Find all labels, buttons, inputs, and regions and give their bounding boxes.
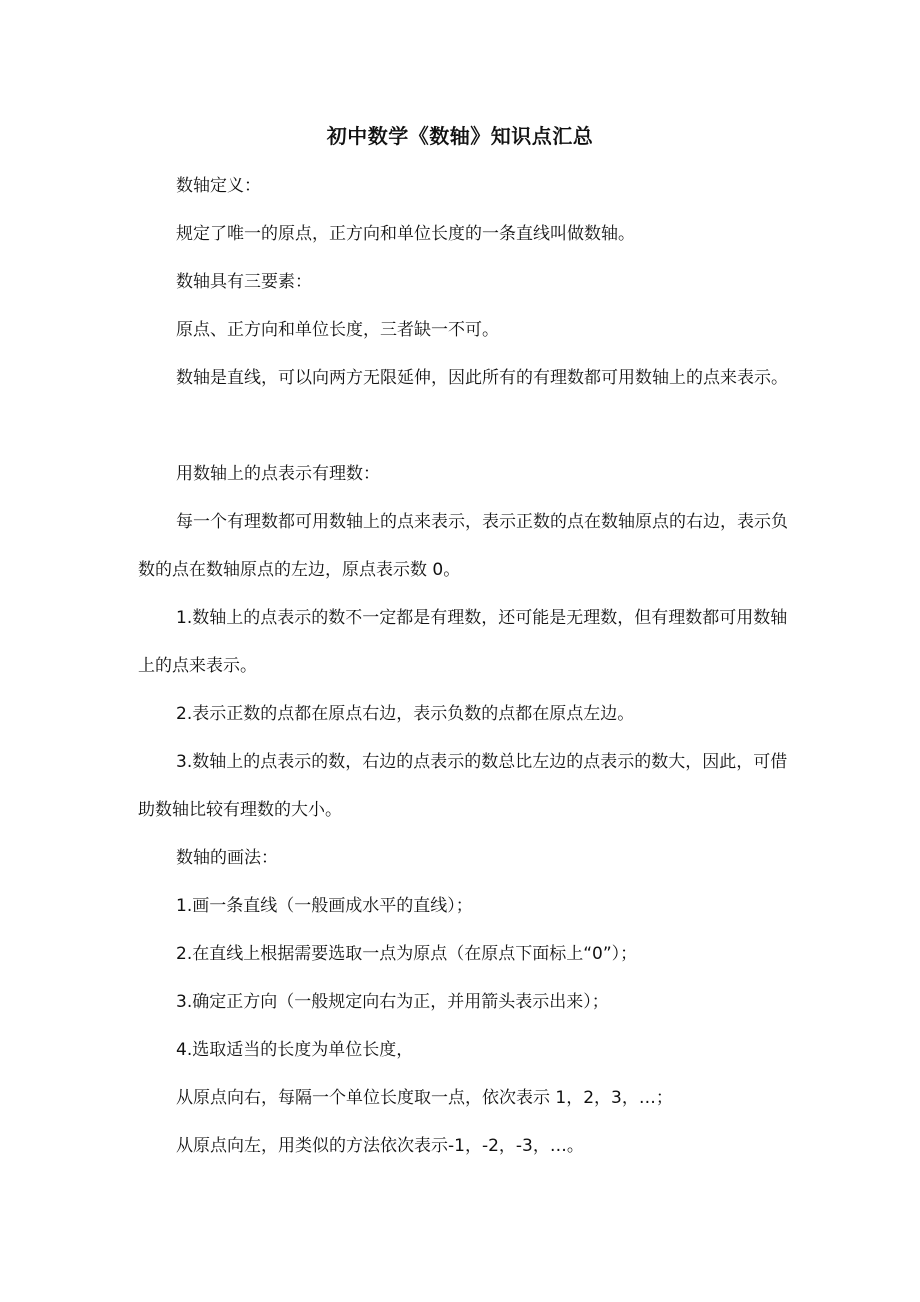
paragraph-note-3: 3.数轴上的点表示的数，右边的点表示的数总比左边的点表示的数大，因此，可借助数轴比较有理数的大小。	[138, 752, 788, 820]
paragraph-drawing-step-3: 3.确定正方向（一般规定向右为正，并用箭头表示出来）；	[176, 992, 609, 1012]
paragraph-drawing-heading: 数轴的画法：	[176, 848, 278, 868]
paragraph-drawing-step-2: 2.在直线上根据需要选取一点为原点（在原点下面标上“0”）；	[176, 944, 638, 964]
paragraph-drawing-right: 从原点向右，每隔一个单位长度取一点，依次表示 1，2，3，…；	[176, 1088, 673, 1108]
paragraph-drawing-step-4: 4.选取适当的长度为单位长度，	[176, 1040, 414, 1060]
paragraph-note-2: 2.表示正数的点都在原点右边，表示负数的点都在原点左边。	[176, 704, 635, 724]
paragraph-drawing-step-1: 1.画一条直线（一般画成水平的直线）；	[176, 896, 473, 916]
paragraph-three-elements-heading: 数轴具有三要素：	[176, 272, 312, 292]
paragraph-axis-definition-heading: 数轴定义：	[176, 176, 261, 196]
paragraph-three-elements: 原点、正方向和单位长度，三者缺一不可。	[176, 320, 499, 340]
paragraph-axis-definition: 规定了唯一的原点，正方向和单位长度的一条直线叫做数轴。	[176, 224, 635, 244]
page-title: 初中数学《数轴》知识点汇总	[326, 124, 594, 148]
paragraph-drawing-left: 从原点向左，用类似的方法依次表示-1，-2，-3，…。	[176, 1136, 584, 1156]
paragraph-represent-heading: 用数轴上的点表示有理数：	[176, 464, 380, 484]
paragraph-represent-rule: 每一个有理数都可用数轴上的点来表示，表示正数的点在数轴原点的右边，表示负数的点在数轴原点的左边，原点表示数 0。	[138, 512, 788, 580]
paragraph-infinite-line: 数轴是直线，可以向两方无限延伸，因此所有的有理数都可用数轴上的点来表示。	[176, 368, 788, 388]
paragraph-note-1: 1.数轴上的点表示的数不一定都是有理数，还可能是无理数，但有理数都可用数轴上的点来表示。	[138, 608, 788, 676]
